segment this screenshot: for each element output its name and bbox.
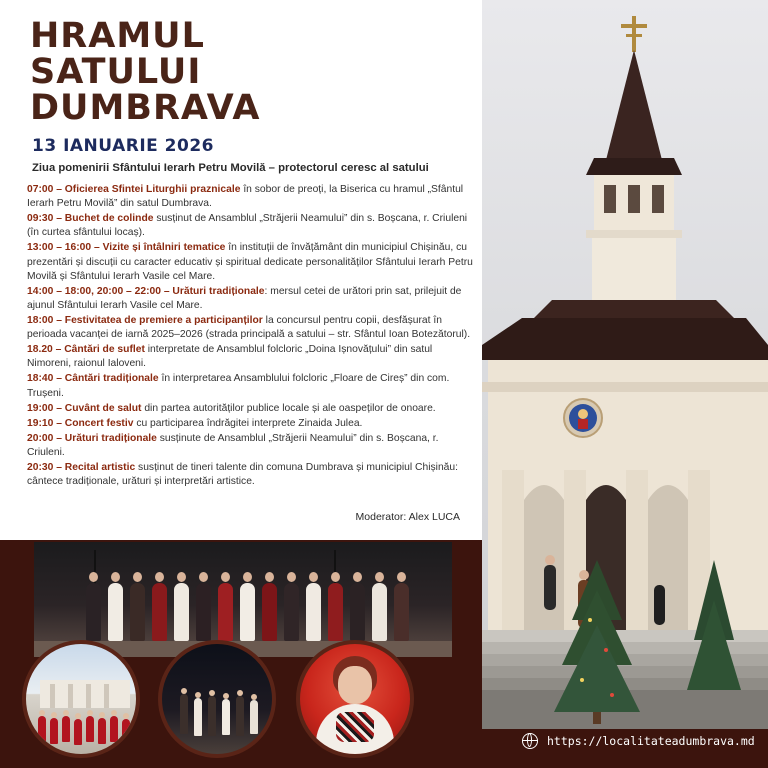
schedule-item-details: susținut de tineri talente din comuna Dumbrava și municipiul Chișinău: cântece tradiționale, urături și interpretări artistice. <box>27 461 458 488</box>
website-link[interactable] <box>522 733 755 749</box>
performer <box>306 583 321 641</box>
schedule-item <box>27 343 477 371</box>
schedule-item-details: susținute de Ansamblul „Străjerii Neamului” din s. Boșcana, r. Criuleni. <box>27 432 439 458</box>
schedule-item-title: 20:30 – Recital artistic <box>27 461 136 473</box>
schedule-item-details: susținut de Ansamblul „Străjerii Neamului” din s. Boșcana, r. Criuleni (în curtea sfântului locaș). <box>27 213 468 239</box>
performer <box>74 719 82 745</box>
title-line: HRAMUL <box>30 16 205 56</box>
performer <box>50 718 58 744</box>
schedule-item-title: 19:00 – Cuvânt de salut <box>27 402 142 414</box>
performer <box>236 696 244 736</box>
singer-portrait-photo <box>296 640 414 758</box>
schedule-item <box>27 314 477 342</box>
globe-icon <box>522 733 538 749</box>
performer <box>110 716 118 742</box>
singer-face <box>338 666 372 704</box>
schedule-item-title: 18:40 – Cântări tradiționale <box>27 373 159 385</box>
performer <box>194 698 202 736</box>
performer <box>284 583 299 641</box>
church-photo <box>482 0 768 729</box>
moderator-credit: Moderator: Alex LUCA <box>355 511 460 523</box>
schedule-item <box>27 432 477 460</box>
schedule-item <box>27 461 477 489</box>
performer <box>38 716 46 742</box>
schedule-item <box>27 241 477 284</box>
ensemble-stage-photo <box>34 542 452 657</box>
facade-column <box>50 684 55 708</box>
performer <box>372 583 387 641</box>
performer <box>208 696 216 736</box>
schedule-item-details: interpretate de Ansamblul folcloric „Doina Ișnovățului” din satul Nimoreni, raionul Ialoveni. <box>27 344 433 370</box>
performer <box>122 719 130 745</box>
performer <box>218 583 233 641</box>
performer <box>394 583 409 641</box>
performer <box>174 583 189 641</box>
schedule-item-details: în interpretarea Ansamblului folcloric „Floare de Cireș” din com. Trușeni. <box>27 373 450 399</box>
performer <box>180 694 188 734</box>
schedule-item-title: 18.20 – Cântări de suflet <box>27 344 145 356</box>
schedule-item <box>27 372 477 400</box>
performer <box>130 583 145 641</box>
schedule-item <box>27 285 477 313</box>
schedule-item <box>27 183 477 211</box>
schedule-list <box>27 183 477 490</box>
schedule-item <box>27 402 477 416</box>
schedule-item-title: 18:00 – Festivitatea de premiere a participanților <box>27 315 263 327</box>
title-line: DUMBRAVA <box>30 88 261 128</box>
facade-column <box>86 684 91 708</box>
performer <box>262 583 277 641</box>
schedule-item <box>27 212 477 240</box>
event-date: 13 IANUARIE 2026 <box>32 136 214 156</box>
schedule-item-details: cu participarea îndrăgitei interprete Zinaida Julea. <box>133 417 363 429</box>
schedule-item-details: în sobor de preoți, la Biserica cu hramul „Sfântul Ierarh Petru Movilă” din satul Dumbrava. <box>27 184 464 210</box>
carolers-night-photo <box>158 640 276 758</box>
performer <box>62 716 70 742</box>
poster-title <box>30 18 460 126</box>
schedule-item-title: 20:00 – Urături tradiționale <box>27 432 157 444</box>
schedule-item-title: 14:00 – 18:00, 20:00 – 22:00 – Urături tradiționale <box>27 285 265 297</box>
facade-column <box>68 684 73 708</box>
schedule-item-details: la concursul pentru copii, desfășurat în perioada vacanței de iarnă 2025–2026 (strada principală a satului – str. Sfântul Ioan Botezătorul). <box>27 315 471 341</box>
performer <box>196 583 211 641</box>
performer <box>240 583 255 641</box>
church-illustration <box>482 0 768 729</box>
website-url[interactable]: https://localitateadumbrava.md <box>547 734 755 748</box>
schedule-item-details: din partea autorităților publice locale și ale oaspeților de onoare. <box>141 402 436 414</box>
ensemble-outdoor-photo <box>22 640 140 758</box>
schedule-item-title: 07:00 – Oficierea Sfintei Liturghii praznicale <box>27 184 241 195</box>
performer <box>86 583 101 641</box>
performer <box>350 583 365 641</box>
title-line: SATULUI <box>30 52 202 92</box>
performer <box>98 718 106 744</box>
performer <box>328 583 343 641</box>
performer <box>222 699 230 735</box>
performer <box>152 583 167 641</box>
schedule-item-details: în instituții de învățământ din municipiul Chișinău, cu prezentări și discuții cu caracter educativ și spiritual dedicate personalităților Sfântului Ierarh Petru Movilă și Sfântului Ierarh Vasile cel Mare. <box>27 242 473 282</box>
schedule-item-details: : mersul cetei de urători prin sat, prilejuit de ajunul Sfântului Ierarh Vasile cel Mare. <box>27 285 462 312</box>
performer <box>108 583 123 641</box>
schedule-item <box>27 417 477 431</box>
performer <box>250 700 258 734</box>
schedule-item-title: 13:00 – 16:00 – Vizite și întâlniri tematice <box>27 242 226 254</box>
program-panel <box>0 0 482 540</box>
building-facade <box>40 680 130 708</box>
event-subtitle: Ziua pomenirii Sfântului Ierarh Petru Movilă – protectorul ceresc al satului <box>32 162 429 174</box>
schedule-item-title: 19:10 – Concert festiv <box>27 417 134 429</box>
performer <box>86 716 94 742</box>
schedule-item-title: 09:30 – Buchet de colinde <box>27 213 154 225</box>
blouse-embroidery <box>336 712 374 742</box>
facade-column <box>104 684 109 708</box>
